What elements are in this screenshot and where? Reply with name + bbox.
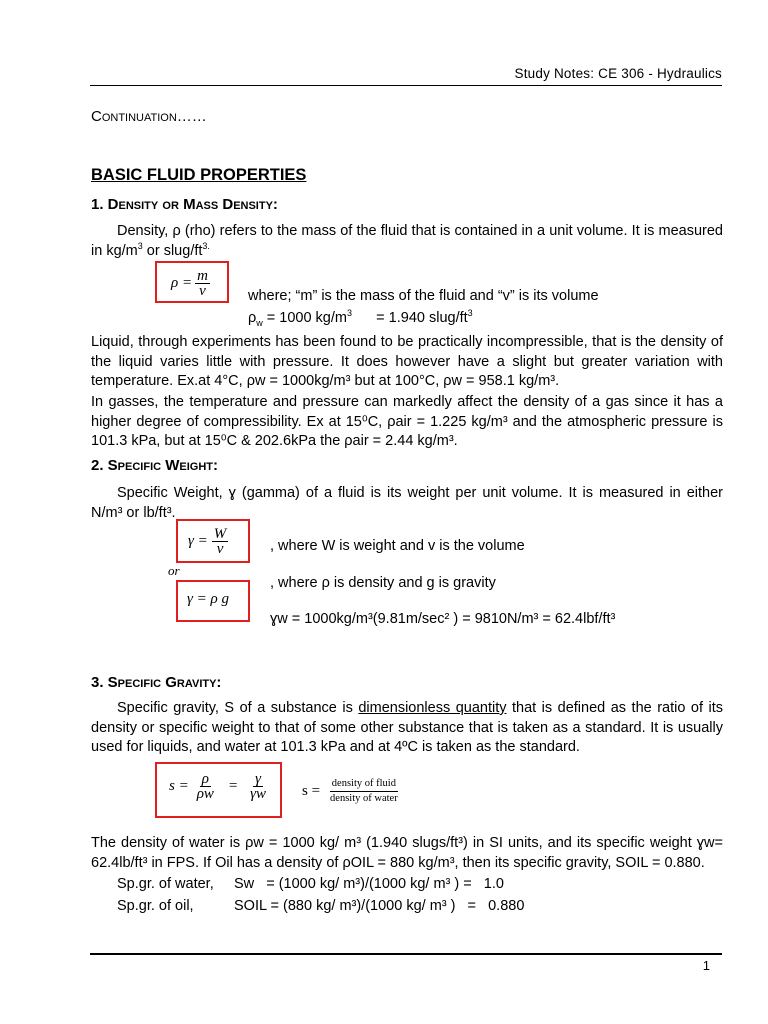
specific-weight-heading: 2. Specific Weight: — [91, 457, 219, 474]
gravity-formula-rhow: ρw — [196, 786, 214, 802]
liquid-paragraph: Liquid, through experiments has been found to be practically incompressible, that is the density of the liquid varies little with pressure. It does however have a slight but greater variation with temperature. Ex.at 4°C, ρw = 1000kg/m³ but at 100°C, ρw = 958.1 kg/m³. — [91, 334, 723, 389]
weight-formula2-desc: , where ρ is density and g is gravity — [270, 575, 496, 591]
section-title: BASIC FLUID PROPERTIES — [91, 166, 307, 184]
or-label: or — [168, 563, 180, 578]
weight-formula-den: v — [216, 541, 224, 557]
sp-oil-expr: SOIL = (880 kg/ m³)/(1000 kg/ m³ ) = 0.880 — [234, 898, 525, 914]
specific-weight-intro: Specific Weight, ɣ (gamma) of a fluid is its weight per unit volume. It is measured in either N/m³ or lb/ft³. — [91, 485, 723, 521]
sp-oil-label: Sp.gr. of oil, — [117, 898, 194, 914]
header-rule — [90, 85, 722, 86]
sp-water-expr: Sw = (1000 kg/ m³)/(1000 kg/ m³ ) = 1.0 — [234, 876, 504, 892]
gravity-formula-words — [302, 777, 400, 806]
page-number: 1 — [702, 958, 710, 973]
weight-formula-desc: , where W is weight and v is the volume — [270, 538, 525, 554]
running-header: Study Notes: CE 306 - Hydraulics — [514, 66, 722, 81]
weight-formula-lhs: γ = — [188, 533, 208, 549]
continuation-label: Continuation…… — [91, 108, 207, 125]
water-oil-paragraph: The density of water is ρw = 1000 kg/ m³ (1.940 slugs/ft³) in SI units, and its specific weight ɣw= 62.4lb/ft³ in FPS. If Oil has a density of ρOIL = 880 kg/m³, then its specific gravity, SOIL = 0.880. — [91, 835, 723, 871]
density-where: where; “m” is the mass of the fluid and “v” is its volume — [248, 288, 599, 304]
gravity-formula-gammaw: γw — [250, 786, 266, 802]
footer-rule — [90, 953, 722, 955]
gravity-formula-gamma: γ — [255, 771, 261, 787]
weight-formula2-box — [176, 580, 250, 622]
gravity-formula-rho: ρ — [201, 771, 209, 787]
sp-water-label: Sp.gr. of water, — [117, 876, 214, 892]
density-formula-den: v — [199, 283, 206, 299]
gas-paragraph: In gasses, the temperature and pressure can markedly affect the density of a gas since it has a higher degree of compressibility. Ex at 15⁰C, ρair = 1.225 kg/m³ and the atmospheric pressure is 101.3 kPa, but at 15⁰C & 202.6kPa the ρair = 2.44 kg/m³. — [91, 394, 723, 449]
specific-gravity-intro: Specific gravity, S of a substance is dimensionless quantity that is defined as the ratio of its density or specific weight to that of some other substance that is taken as a standard. It is usually used for liquids, and water at 101.3 kPa and at 4ºC is taken as the standard. — [91, 700, 723, 755]
density-heading: 1. Density or Mass Density: — [91, 196, 278, 213]
gamma-water-value: ɣw = 1000kg/m³(9.81m/sec² ) = 9810N/m³ = 62.4lbf/ft³ — [270, 611, 616, 627]
density-formula-num: m — [197, 268, 208, 284]
gravity-formula-eq: = — [227, 778, 239, 794]
gravity-formula2-num: density of fluid — [330, 777, 398, 792]
density-formula-box — [155, 261, 229, 303]
gravity-formula2-den: density of water — [330, 793, 398, 804]
specific-gravity-heading: 3. Specific Gravity: — [91, 674, 222, 691]
density-water-value: $\rho_w = 1000$ $kg/m^3$ = 1.940 slug/$ft^3$ — [248, 308, 473, 328]
gravity-formula-box — [155, 762, 282, 818]
gravity-formula2-s: s = — [302, 783, 321, 799]
density-intro: Density, ρ (rho) refers to the mass of the fluid that is contained in a unit volume. It is measured in $kg/m^3$ or slug/$ft^{3.}$ — [91, 223, 723, 259]
weight-formula-box — [176, 519, 250, 563]
weight-formula2: γ = ρ g — [187, 591, 229, 607]
weight-formula-num: W — [213, 526, 227, 542]
gravity-formula-s: s = — [169, 778, 189, 794]
density-formula-lhs: ρ = — [171, 275, 193, 291]
